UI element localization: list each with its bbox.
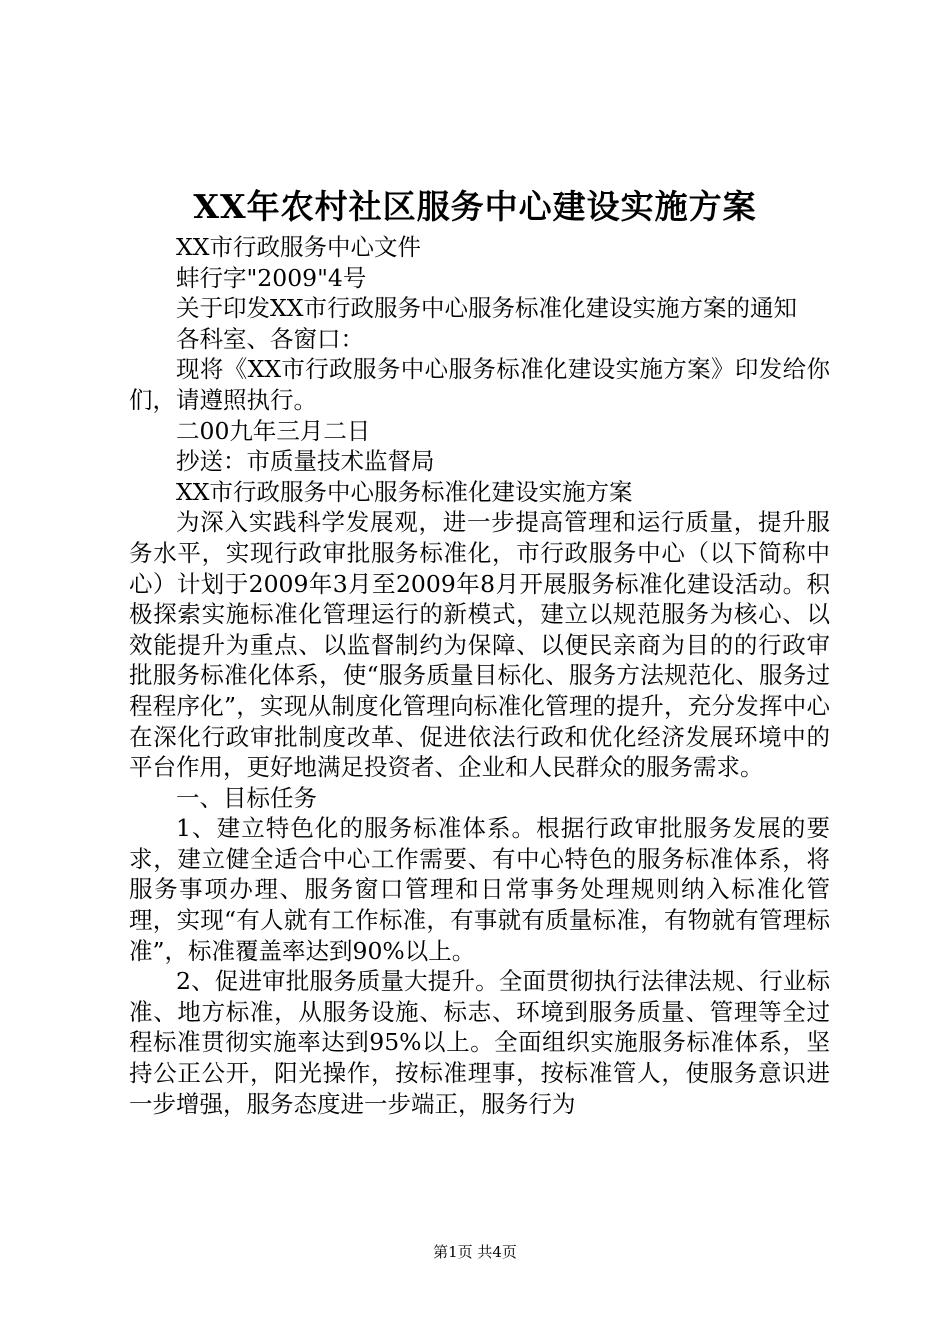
task-2-paragraph: 2、促进审批服务质量大提升。全面贯彻执行法律法规、行业标准、地方标准，从服务设施、标志、环境到服务质量、管理等全过程标准贯彻实施率达到95%以上。全面组织实施服务标准体系，坚持公正公开，阳光操作，按标准理事，按标准管人，使服务意识进一步增强，服务态度进一步端正，服务行为	[129, 967, 830, 1118]
issue-date: 二00九年三月二日	[176, 416, 371, 445]
notice-body: 现将《XX市行政服务中心服务标准化建设实施方案》印发给你们，请遵照执行。	[129, 355, 830, 414]
plan-heading: XX市行政服务中心服务标准化建设实施方案	[176, 477, 633, 506]
task-1-paragraph: 1、建立特色化的服务标准体系。根据行政审批服务发展的要求，建立健全适合中心工作需要、有中心特色的服务标准体系，将服务事项办理、服务窗口管理和日常事务处理规则纳入标准化管理，实现“有人就有工作标准，有事就有质量标准，有物就有管理标准”，标准覆盖率达到90%以上。	[129, 814, 830, 965]
document-body	[129, 232, 830, 1119]
page-footer: 第1页 共4页	[433, 1243, 517, 1261]
document-number: 蚌行字"2009"4号	[176, 263, 367, 292]
recipients-line: 各科室、各窗口：	[176, 324, 364, 353]
intro-paragraph: 为深入实践科学发展观，进一步提高管理和运行质量，提升服务水平，实现行政审批服务标准化，市行政服务中心（以下简称中心）计划于2009年3月至2009年8月开展服务标准化建设活动。积极探索实施标准化管理运行的新模式，建立以规范服务为核心、以效能提升为重点、以监督制约为保障、以便民亲商为目的的行政审批服务标准化体系，使“服务质量目标化、服务方法规范化、服务过程程序化”，实现从制度化管理向标准化管理的提升，充分发挥中心在深化行政审批制度改革、促进依法行政和优化经济发展环境中的平台作用，更好地满足投资者、企业和人民群众的服务需求。	[129, 508, 830, 782]
issuer-line: XX市行政服务中心文件	[176, 233, 421, 261]
notice-subject: 关于印发XX市行政服务中心服务标准化建设实施方案的通知	[176, 294, 797, 323]
section-heading: 一、目标任务	[176, 783, 317, 812]
cc-line: 抄送：市质量技术监督局	[176, 447, 435, 476]
document-title: XX年农村社区服务中心建设实施方案	[193, 187, 757, 226]
